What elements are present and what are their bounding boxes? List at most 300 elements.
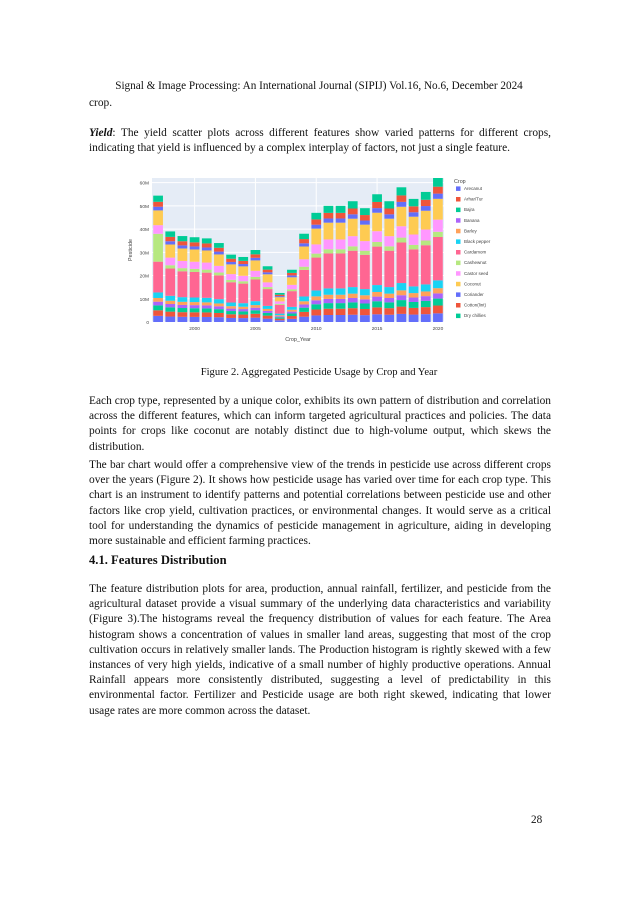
bar-segment (311, 225, 321, 229)
bar-segment (433, 199, 443, 220)
bar-segment (324, 288, 334, 294)
bar-segment (165, 312, 175, 317)
y-tick-label: 10M (139, 297, 149, 303)
bar-segment (275, 295, 285, 296)
bar-segment (324, 253, 334, 288)
bar-segment (372, 247, 382, 285)
section-title: 4.1. Features Distribution (89, 553, 227, 567)
legend-entry: Black pepper (464, 239, 491, 244)
bar-segment (275, 319, 285, 321)
bar-segment (275, 316, 285, 317)
bar-segment (311, 315, 321, 322)
bar-segment (311, 310, 321, 316)
bar-segment (384, 246, 394, 250)
figure-caption: Figure 2. Aggregated Pesticide Usage by Crop and Year (200, 367, 438, 378)
bar-segment (348, 298, 358, 302)
bar-segment (299, 301, 309, 304)
bar-segment (202, 238, 212, 243)
bar-segment (409, 245, 419, 249)
bar-segment (336, 213, 346, 219)
bar-segment (409, 308, 419, 315)
bar-segment (165, 296, 175, 301)
bar-segment (324, 309, 334, 315)
yield-text: : The yield scatter plots across different features show varied patterns for different crops, indicating that yield is influenced by a complex interplay of factors, not just a single feature. (89, 127, 551, 155)
y-axis-label: Pesticide (128, 239, 134, 261)
bar-segment (226, 311, 236, 314)
bar-segment (190, 237, 200, 242)
bar-segment (202, 270, 212, 273)
bar-segment (384, 302, 394, 308)
bar-segment (263, 289, 273, 306)
bar-segment (275, 320, 285, 322)
bar-segment (287, 285, 297, 289)
bar-segment (384, 201, 394, 208)
legend-swatch (456, 197, 461, 202)
bar-segment (251, 301, 261, 305)
bar-segment (360, 303, 370, 308)
bar-segment (360, 289, 370, 295)
bar-segment (238, 315, 248, 319)
bar-segment (397, 226, 407, 237)
bar-segment (263, 270, 273, 273)
legend-entry: Dry chillies (464, 313, 486, 319)
legend-swatch (456, 239, 461, 244)
y-tick-label: 50M (139, 204, 149, 210)
bar-segment (238, 309, 248, 311)
bar-segment (336, 253, 346, 288)
bar-segment (214, 266, 224, 273)
bar-segment (251, 260, 261, 270)
bar-segment (360, 251, 370, 255)
bar-segment (311, 300, 321, 304)
bar-segment (226, 318, 236, 322)
bar-segment (336, 249, 346, 253)
bar-segment (421, 192, 431, 200)
bar-segment (433, 288, 443, 293)
bar-segment (178, 268, 188, 271)
bar-segment (178, 245, 188, 248)
x-tick-label: 2000 (189, 327, 200, 332)
legend-entry: Banana (464, 217, 480, 223)
page-number: 28 (531, 814, 543, 826)
bar-segment (238, 311, 248, 314)
bar-segment (409, 298, 419, 302)
bar-segment (275, 315, 285, 316)
bar-segment (372, 307, 382, 314)
bar-segment (287, 277, 297, 285)
bar-segment (384, 236, 394, 246)
bar-segment (397, 307, 407, 314)
bar-segment (372, 292, 382, 297)
bar-segment (153, 305, 163, 310)
bar-segment (421, 245, 431, 284)
bar-segment (324, 213, 334, 219)
bar-segment (421, 307, 431, 314)
bar-segment (409, 234, 419, 244)
bar-segment (190, 308, 200, 312)
bar-segment (433, 299, 443, 306)
legend-swatch (456, 250, 461, 255)
bar-segment (299, 304, 309, 307)
yield-label: Yield (89, 127, 113, 139)
bar-segment (153, 196, 163, 202)
bar-segment (299, 296, 309, 301)
bar-segment (153, 302, 163, 306)
bar-segment (178, 317, 188, 322)
bar-segment (214, 243, 224, 248)
bar-segment (238, 261, 248, 264)
bar-segment (190, 317, 200, 322)
bar-segment (421, 200, 431, 206)
bar-segment (226, 255, 236, 259)
bar-segment (348, 315, 358, 322)
bar-segment (275, 305, 285, 314)
bar-segment (287, 291, 297, 307)
bar-segment (360, 255, 370, 289)
bar-segment (336, 299, 346, 303)
bar-segment (226, 274, 236, 280)
running-header: Signal & Image Processing: An International Journal (SIPIJ) Vol.16, No.6, December 2024 (115, 80, 523, 92)
bar-segment (299, 267, 309, 270)
bar-segment (348, 287, 358, 294)
bar-segment (238, 307, 248, 309)
bar-segment (360, 309, 370, 315)
bar-segment (202, 263, 212, 270)
bar-segment (372, 213, 382, 231)
bar-segment (202, 302, 212, 305)
legend-swatch (456, 271, 461, 276)
bar-segment (287, 310, 297, 312)
bar-segment (178, 312, 188, 317)
paragraph-bar-chart: The bar chart would offer a comprehensive view of the trends in pesticide use across different crops over the years (Figure 2). It shows how pesticide usage has varied over time for each crop type. This chart is an instrument to identify patterns and potential correlations between pesticide use and other factors like crop yield, cultivation practices, or environmental changes. It would serve as a critical tool for understanding the dynamics of pesticide management in agriculture, aiding in developing more sustainable and efficient farming practices. (89, 459, 551, 548)
legend-swatch (456, 218, 461, 223)
bar-segment (287, 316, 297, 319)
bar-segment (409, 217, 419, 235)
legend-entry: Coriander (464, 292, 484, 297)
bar-segment (263, 282, 273, 287)
bar-segment (287, 289, 297, 291)
bar-segment (153, 298, 163, 302)
bar-segment (384, 209, 394, 215)
bar-segment (190, 269, 200, 272)
bar-segment (263, 319, 273, 322)
y-tick-label: 0 (146, 321, 149, 326)
bar-segment (190, 297, 200, 302)
y-tick-label: 30M (139, 251, 149, 257)
bar-segment (397, 242, 407, 283)
bar-segment (165, 317, 175, 322)
bar-segment (384, 294, 394, 298)
bar-segment (299, 247, 309, 260)
paragraph-feature-distribution: The feature distribution plots for area, production, annual rainfall, fertilizer, and pesticide from the agricultural dataset provide a visual summary of the underlying data characteristics and variability (Figure 3).The histograms reveal the frequency distribution of values for each feature. The Area histogram shows a concentration of values in smaller land areas, suggesting that most of the crop cultivation occurs in relatively smaller lands. The Production histogram is rightly skewed with a few instances of very high yields, indicative of a small number of highly productive operations. Annual Rainfall appears more consistently distributed, suggesting a level of predictability in this environmental factor. Fertilizer and Pesticide usage are both right skewed, indicating that lower usage rates are more common across the dataset. (89, 583, 551, 717)
bar-segment (397, 195, 407, 201)
bar-segment (397, 187, 407, 195)
bar-segment (348, 219, 358, 236)
bar-segment (311, 219, 321, 224)
bar-segment (421, 206, 431, 211)
bar-segment (202, 312, 212, 317)
legend-swatch (456, 314, 461, 319)
bar-segment (165, 265, 175, 268)
legend-swatch (456, 261, 461, 266)
bar-segment (324, 315, 334, 322)
bar-segment (202, 317, 212, 322)
legend-entry: Bajra (464, 207, 475, 213)
bar-segment (238, 303, 248, 307)
bar-segment (202, 273, 212, 298)
bar-segment (421, 296, 431, 301)
bar-segment (153, 210, 163, 225)
bar-segment (421, 314, 431, 322)
bar-segment (263, 311, 273, 313)
y-tick-label: 20M (139, 274, 149, 280)
y-tick-label: 60M (139, 181, 149, 187)
bar-segment (251, 277, 261, 280)
bar-segment (153, 202, 163, 207)
x-tick-label: 2005 (250, 327, 261, 332)
bar-segment (336, 239, 346, 249)
bar-segment (384, 308, 394, 315)
bar-segment (238, 276, 248, 281)
bar-segment (178, 271, 188, 297)
bar-segment (178, 297, 188, 302)
bar-segment (433, 313, 443, 322)
bar-segment (263, 274, 273, 282)
bar-segment (275, 304, 285, 305)
bar-segment (153, 262, 163, 293)
legend-swatch (456, 282, 461, 287)
bar-segment (433, 232, 443, 237)
legend-title: Crop (454, 179, 466, 185)
bar-segment (226, 306, 236, 308)
bar-segment (372, 208, 382, 213)
bar-segment (409, 199, 419, 206)
legend-swatch (456, 292, 461, 297)
bar-segment (384, 251, 394, 287)
bar-segment (311, 290, 321, 296)
bar-segment (433, 194, 443, 199)
bar-segment (153, 225, 163, 234)
bar-segment (287, 270, 297, 273)
bar-segment (324, 206, 334, 213)
bar-segment (214, 303, 224, 306)
bar-segment (165, 241, 175, 244)
bar-segment (202, 247, 212, 250)
bar-segment (397, 238, 407, 243)
bar-segment (153, 316, 163, 322)
bar-segment (299, 270, 309, 297)
bar-segment (409, 206, 419, 212)
bar-segment (421, 284, 431, 291)
bar-segment (226, 280, 236, 282)
bar-segment (238, 284, 248, 304)
bar-segment (178, 248, 188, 260)
bar-segment (372, 301, 382, 307)
bar-segment (190, 242, 200, 246)
x-tick-label: 2020 (432, 327, 444, 332)
bar-segment (409, 249, 419, 286)
bar-segment (299, 312, 309, 317)
bar-segment (360, 215, 370, 220)
bar-segment (275, 301, 285, 303)
bar-segment (311, 244, 321, 253)
bar-segment (202, 243, 212, 247)
bar-segment (202, 298, 212, 303)
x-tick-label: 2010 (310, 327, 322, 332)
bar-segment (287, 307, 297, 310)
bar-segment (311, 296, 321, 300)
bar-segment (409, 293, 419, 297)
bar-segment (190, 246, 200, 249)
bar-segment (348, 308, 358, 315)
bar-segment (384, 219, 394, 236)
legend-swatch (456, 186, 461, 191)
bar-segment (299, 259, 309, 266)
bar-segment (348, 251, 358, 287)
bar-segment (397, 300, 407, 306)
bar-segment (190, 262, 200, 269)
bar-segment (324, 239, 334, 249)
bar-segment (226, 303, 236, 307)
bar-segment (311, 254, 321, 258)
bar-segment (202, 305, 212, 308)
bar-segment (190, 249, 200, 261)
bar-segment (251, 271, 261, 277)
bar-segment (360, 315, 370, 322)
pesticide-stacked-bar-chart (126, 172, 506, 350)
bar-segment (336, 206, 346, 213)
bar-segment (433, 280, 443, 288)
bar-segment (433, 187, 443, 194)
legend-entry: Arhar/Tur (464, 196, 483, 202)
bar-segment (153, 310, 163, 316)
bar-segment (421, 211, 431, 230)
bar-segment (202, 308, 212, 312)
bar-segment (348, 236, 358, 246)
bar-segment (263, 309, 273, 311)
bar-segment (421, 241, 431, 246)
bar-segment (324, 249, 334, 253)
bar-segment (360, 241, 370, 251)
bar-segment (214, 248, 224, 252)
bar-segment (153, 234, 163, 262)
bar-segment (433, 178, 443, 187)
bar-segment (238, 318, 248, 322)
bar-segment (251, 314, 261, 318)
bar-segment (165, 307, 175, 311)
bar-segment (263, 272, 273, 274)
bar-segment (336, 315, 346, 322)
bar-segment (372, 202, 382, 208)
bar-segment (409, 302, 419, 308)
bar-segment (397, 207, 407, 226)
bar-segment (299, 234, 309, 239)
bar-segment (299, 243, 309, 246)
legend-entry: Cashewnut (464, 260, 487, 266)
bar-segment (190, 272, 200, 298)
bar-segment (384, 298, 394, 302)
bar-segment (433, 220, 443, 232)
bar-segment (397, 314, 407, 322)
bar-segment (324, 299, 334, 303)
paragraph-crop: crop. (89, 97, 113, 109)
legend-entry: Coconut (464, 281, 481, 287)
bar-segment (299, 308, 309, 312)
bar-segment (372, 194, 382, 202)
bar-segment (336, 288, 346, 294)
bar-segment (384, 287, 394, 294)
bar-segment (311, 229, 321, 245)
bar-segment (336, 303, 346, 309)
bar-segment (311, 258, 321, 291)
bar-segment (226, 264, 236, 274)
bar-segment (165, 237, 175, 241)
bar-segment (360, 225, 370, 241)
bar-segment (360, 295, 370, 299)
bar-segment (251, 250, 261, 254)
bar-segment (409, 212, 419, 216)
bar-segment (348, 246, 358, 250)
bar-segment (178, 308, 188, 312)
bar-segment (421, 230, 431, 241)
bar-segment (384, 214, 394, 218)
bar-segment (433, 293, 443, 298)
bar-segment (348, 294, 358, 298)
bar-segment (397, 295, 407, 300)
legend-swatch (456, 229, 461, 234)
bar-segment (153, 207, 163, 211)
bar-segment (397, 290, 407, 295)
legend-entry: Arecanut (464, 186, 483, 191)
bar-segment (214, 254, 224, 265)
bar-segment (226, 259, 236, 262)
bar-segment (214, 273, 224, 276)
bar-segment (226, 262, 236, 264)
bar-segment (397, 283, 407, 290)
bar-segment (311, 304, 321, 309)
bar-segment (190, 312, 200, 317)
bar-segment (336, 218, 346, 222)
bar-segment (348, 209, 358, 215)
bar-segment (336, 295, 346, 299)
bar-segment (287, 275, 297, 277)
bar-segment (251, 279, 261, 301)
bar-segment (251, 305, 261, 308)
bar-segment (178, 236, 188, 241)
bar-segment (421, 291, 431, 296)
bar-segment (360, 221, 370, 225)
legend-entry: Cardamom (464, 249, 487, 255)
bar-segment (433, 237, 443, 280)
bar-segment (251, 258, 261, 261)
bar-segment (324, 295, 334, 299)
bar-segment (263, 266, 273, 269)
bar-segment (348, 214, 358, 218)
legend-swatch (456, 208, 461, 213)
bar-segment (372, 231, 382, 242)
bar-segment (165, 245, 175, 258)
bar-segment (238, 264, 248, 266)
bar-segment (178, 302, 188, 305)
bar-segment (263, 287, 273, 289)
bar-segment (433, 306, 443, 314)
bar-segment (336, 223, 346, 240)
bar-segment (360, 299, 370, 303)
bar-segment (372, 297, 382, 302)
bar-segment (238, 266, 248, 275)
bar-segment (153, 292, 163, 298)
bar-segment (178, 241, 188, 245)
